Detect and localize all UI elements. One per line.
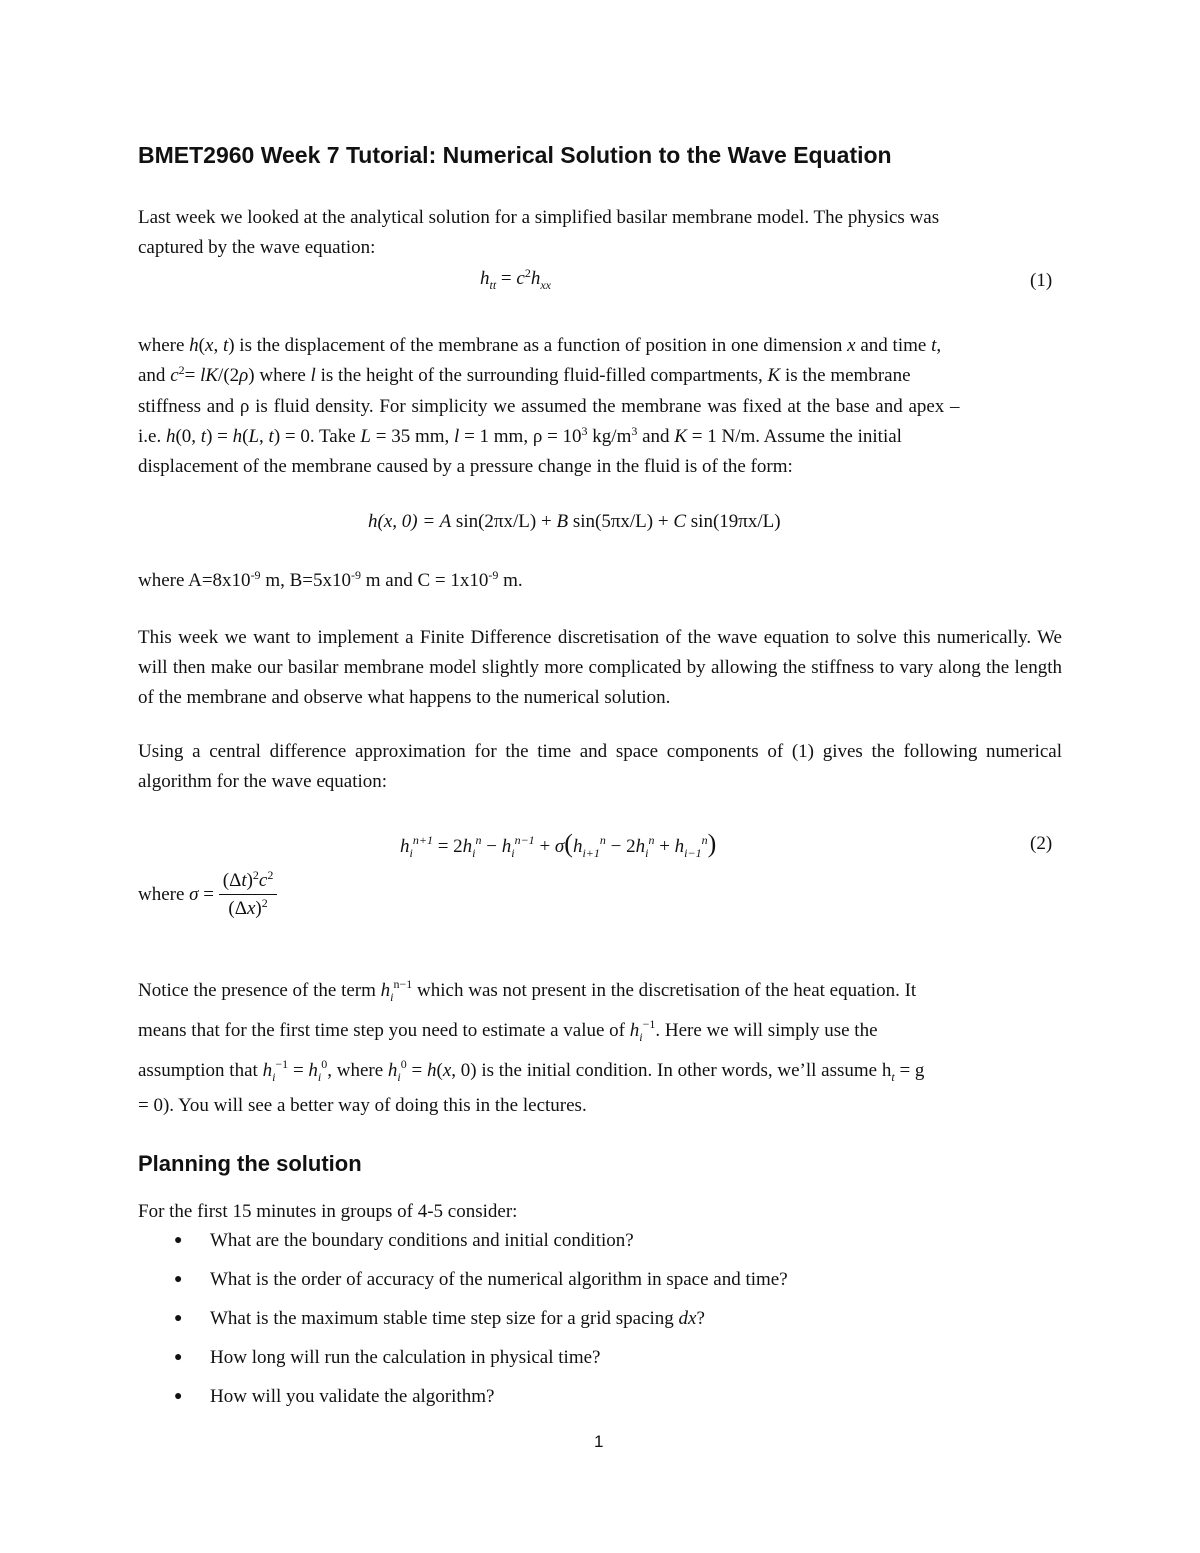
equation-1-label: (1)	[1030, 270, 1053, 291]
constants-line: where $A=8x10^{-9}$ m, $B=5x10^{-9}$ m and $C = 1x10^{-9}$ m.	[138, 568, 523, 591]
notice-line-4: = 0). You will see a better way of doing this in the lectures.	[138, 1095, 587, 1116]
equation-1: $h_{tt} = c^2h_{xx}$	[480, 266, 551, 292]
list-item: ● How will you validate the algorithm?	[138, 1382, 788, 1421]
list-item: ● What is the maximum stable time step size for a grid spacing dx?	[138, 1304, 788, 1343]
where-line-2: and $c^2= lK/(2\rho)$ where l is the height of the surrounding fluid-filled compartments, K is the membrane	[138, 363, 911, 386]
paragraph-finite-difference: This week we want to implement a Finite Difference discretisation of the wave equation to solve this numerically. We will then make our basilar membrane model slightly more complicated by allowing the stiffness to vary along the length of the membrane and observe what happens to the numerical solution.	[138, 627, 1062, 708]
intro-line-2: captured by the wave equation:	[138, 237, 376, 258]
equation-2-label: (2)	[1030, 833, 1053, 854]
list-item: ● What are the boundary conditions and initial condition?	[138, 1226, 788, 1265]
where-line-5: displacement of the membrane caused by a pressure change in the fluid is of the form:	[138, 456, 793, 477]
notice-line-2: means that for the first time step you need to estimate a value of $h_i^{-1}$. Here we will simply use the	[138, 1017, 878, 1044]
page-title: BMET2960 Week 7 Tutorial: Numerical Solution to the Wave Equation	[138, 142, 892, 168]
sigma-fraction: $\frac{(\Delta t)^2c^2}{(\Delta x)^2}$	[219, 870, 278, 920]
bullet-icon: ●	[174, 1389, 183, 1404]
where-line-1: where h(x, t) is the displacement of the membrane as a function of position in one dimension x and time t,	[138, 335, 942, 356]
notice-line-3: assumption that $h_i^{-1} = h_i^0$, where $h_i^0 = h(x$, 0) is the initial condition. In other words, we’ll assume $h_t = g$	[138, 1057, 925, 1084]
paragraph-central-difference: Using a central difference approximation for the time and space components of (1) gives the following numerical algorithm for the wave equation:	[138, 741, 1062, 792]
bullet-icon: ●	[174, 1272, 183, 1287]
list-item: ● How long will run the calculation in physical time?	[138, 1343, 788, 1382]
initial-condition-equation: h(x, 0) = A sin(2πx/L) + B sin(5πx/L) + C sin(19πx/L)	[368, 511, 781, 532]
page-number: 1	[594, 1432, 604, 1451]
list-item: ● What is the order of accuracy of the numerical algorithm in space and time?	[138, 1265, 788, 1304]
planning-intro: For the first 15 minutes in groups of 4-5 consider:	[138, 1201, 518, 1222]
sigma-definition: where σ = $\frac{(\Delta t)^2c^2}{(\Delta x)^2}$	[138, 870, 277, 940]
intro-line-1: Last week we looked at the analytical solution for a simplified basilar membrane model. The physics was	[138, 207, 940, 228]
bullet-icon: ●	[174, 1233, 183, 1248]
where-line-3: stiffness and ρ is fluid density. For simplicity we assumed the membrane was fixed at the base and apex –	[138, 396, 960, 417]
section-heading: Planning the solution	[138, 1151, 362, 1176]
bullet-icon: ●	[174, 1350, 183, 1365]
planning-questions-list	[138, 1226, 788, 1421]
where-line-4: i.e. h(0, t) = h(L, t) = 0. Take L = 35 mm, l = 1 mm, $\rho = 10^3$ $kg/m^3$ and K = 1 N/m. Assume the initial	[138, 424, 902, 447]
bullet-icon: ●	[174, 1311, 183, 1326]
notice-line-1: Notice the presence of the term $h_i^{n-1}$ which was not present in the discretisation of the heat equation. It	[138, 977, 917, 1004]
equation-2: $h_i^{n+1} = 2h_i^n - h_i^{n-1} + \sigma(h_{i+1}^n - 2h_i^n + h_{i-1}^n)$	[400, 829, 717, 860]
